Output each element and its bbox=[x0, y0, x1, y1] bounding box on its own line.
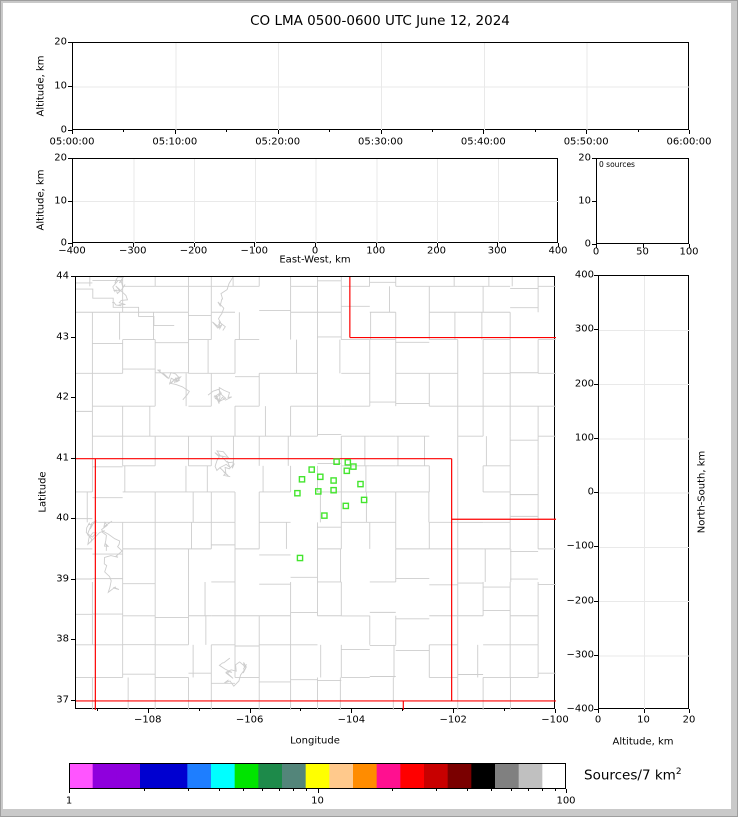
colorbar-label: Sources/7 $km^2$ bbox=[584, 766, 682, 784]
tick-mark bbox=[594, 384, 598, 385]
tick-label: −400 bbox=[566, 703, 594, 715]
gridlines-svg bbox=[73, 159, 559, 244]
plot-title: CO LMA 0500-0600 UTC June 12, 2024 bbox=[250, 13, 510, 29]
tick-mark bbox=[594, 655, 598, 656]
tick-label: 06:00:00 bbox=[666, 136, 712, 148]
tick-mark bbox=[306, 789, 307, 791]
tick-label: 200 bbox=[426, 245, 447, 257]
tick-mark bbox=[594, 438, 598, 439]
tick-label: 10 bbox=[54, 195, 67, 206]
tick-label: −100 bbox=[566, 540, 594, 552]
tick-mark bbox=[528, 789, 529, 791]
tick-mark bbox=[69, 789, 70, 793]
tick-label: 100 bbox=[574, 432, 594, 444]
tick-label: 38 bbox=[56, 633, 69, 645]
tick-mark bbox=[279, 789, 280, 791]
tick-mark bbox=[144, 789, 145, 791]
panel-altitude-vs-eastwest bbox=[72, 158, 558, 243]
tick-mark bbox=[226, 130, 227, 132]
tick-mark bbox=[504, 709, 505, 711]
source-count-annotation: 0 sources bbox=[599, 160, 635, 169]
tick-label: 0 bbox=[587, 486, 594, 498]
altitude-axis-label-middle: Altitude, km bbox=[35, 169, 47, 231]
tick-mark bbox=[592, 158, 596, 159]
tick-mark bbox=[594, 601, 598, 602]
tick-mark bbox=[392, 789, 393, 791]
tick-label: 05:10:00 bbox=[152, 136, 198, 148]
tick-label: 50 bbox=[636, 246, 649, 258]
tick-mark bbox=[436, 789, 437, 791]
tick-label: −100 bbox=[541, 714, 569, 726]
tick-label: 37 bbox=[56, 694, 69, 706]
tick-mark bbox=[278, 130, 279, 134]
tick-label: 300 bbox=[487, 245, 507, 257]
tick-label: 1 bbox=[65, 795, 73, 807]
tick-mark bbox=[594, 329, 598, 330]
tick-mark bbox=[71, 518, 75, 519]
tick-label: 0 bbox=[594, 714, 602, 726]
tick-label: 39 bbox=[56, 573, 69, 585]
tick-label: 43 bbox=[56, 331, 69, 343]
tick-label: 400 bbox=[574, 269, 594, 281]
tick-mark bbox=[483, 130, 484, 134]
lma-station-marker bbox=[295, 491, 300, 496]
tick-label: 100 bbox=[679, 246, 699, 258]
latitude-axis-label: Latitude bbox=[37, 471, 49, 513]
tick-mark bbox=[68, 86, 72, 87]
tick-mark bbox=[71, 700, 75, 701]
tick-mark bbox=[351, 709, 352, 713]
lma-station-marker bbox=[297, 555, 302, 560]
tick-mark bbox=[689, 709, 690, 713]
tick-mark bbox=[689, 130, 690, 134]
tick-label: 10 bbox=[637, 714, 650, 726]
panel-map bbox=[75, 276, 555, 709]
tick-label: 20 bbox=[54, 152, 67, 164]
altitude-axis-label-right: Altitude, km bbox=[612, 736, 674, 748]
tick-label: 41 bbox=[56, 452, 69, 464]
tick-mark bbox=[188, 789, 189, 791]
tick-mark bbox=[71, 579, 75, 580]
tick-label: 05:00:00 bbox=[49, 136, 95, 148]
tick-mark bbox=[586, 130, 587, 134]
tick-mark bbox=[432, 130, 433, 132]
tick-label: 05:40:00 bbox=[460, 136, 506, 148]
lma-station-marker bbox=[331, 478, 336, 483]
tick-mark bbox=[71, 337, 75, 338]
tick-mark bbox=[542, 789, 543, 791]
tick-label: 0 bbox=[60, 237, 67, 249]
tick-mark bbox=[491, 789, 492, 791]
panel-altitude-vs-time bbox=[72, 42, 689, 130]
tick-mark bbox=[555, 789, 556, 791]
tick-label: 05:50:00 bbox=[563, 136, 609, 148]
tick-mark bbox=[71, 458, 75, 459]
tick-label: 10 bbox=[311, 795, 324, 807]
tick-mark bbox=[453, 709, 454, 713]
tick-mark bbox=[638, 130, 639, 132]
tick-label: 10 bbox=[578, 195, 591, 207]
tick-mark bbox=[148, 709, 149, 713]
tick-label: 05:30:00 bbox=[358, 136, 403, 148]
tick-mark bbox=[402, 709, 403, 711]
lma-station-marker bbox=[299, 477, 304, 482]
tick-mark bbox=[250, 709, 251, 713]
northsouth-axis-label: North-South, km bbox=[696, 450, 708, 534]
tick-mark bbox=[68, 42, 72, 43]
tick-mark bbox=[71, 639, 75, 640]
lma-station-marker bbox=[343, 503, 348, 508]
tick-mark bbox=[68, 130, 72, 131]
tick-label: 0 bbox=[311, 245, 319, 257]
tick-mark bbox=[594, 275, 598, 276]
gridlines-svg bbox=[73, 43, 690, 131]
lma-station-marker bbox=[358, 482, 363, 487]
tick-label: 100 bbox=[366, 245, 386, 257]
tick-label: −200 bbox=[179, 245, 208, 257]
tick-label: 42 bbox=[56, 391, 69, 403]
eastwest-axis-label: East-West, km bbox=[279, 254, 351, 266]
tick-label: −106 bbox=[235, 714, 264, 726]
tick-mark bbox=[598, 709, 599, 713]
panel-altitude-histogram bbox=[596, 158, 689, 244]
tick-label: 10 bbox=[54, 80, 67, 92]
tick-label: 05:20:00 bbox=[255, 136, 301, 148]
tick-mark bbox=[72, 130, 73, 134]
tick-mark bbox=[262, 789, 263, 791]
tick-mark bbox=[644, 709, 645, 713]
tick-mark bbox=[555, 709, 556, 713]
tick-label: 20 bbox=[578, 152, 591, 164]
tick-mark bbox=[68, 158, 72, 159]
tick-mark bbox=[123, 130, 124, 132]
panel-northsouth-vs-altitude bbox=[598, 275, 689, 709]
tick-mark bbox=[329, 130, 330, 132]
tick-label: −300 bbox=[566, 649, 594, 661]
tick-label: 100 bbox=[556, 795, 576, 807]
tick-label: 20 bbox=[54, 36, 67, 48]
tick-label: 200 bbox=[574, 378, 594, 389]
tick-mark bbox=[97, 709, 98, 711]
tick-mark bbox=[175, 130, 176, 134]
tick-label: 20 bbox=[682, 714, 696, 726]
tick-mark bbox=[71, 397, 75, 398]
tick-label: −102 bbox=[439, 714, 467, 726]
tick-mark bbox=[68, 243, 72, 244]
tick-mark bbox=[535, 130, 536, 132]
tick-mark bbox=[68, 201, 72, 202]
tick-mark bbox=[594, 492, 598, 493]
tick-mark bbox=[511, 789, 512, 791]
tick-mark bbox=[219, 789, 220, 791]
tick-mark bbox=[592, 201, 596, 202]
lma-station-marker bbox=[309, 467, 314, 472]
tick-label: 0 bbox=[584, 238, 591, 250]
tick-label: 40 bbox=[56, 512, 69, 524]
tick-label: −108 bbox=[134, 714, 162, 726]
lma-station-marker bbox=[344, 468, 349, 473]
tick-label: 0 bbox=[60, 124, 67, 136]
lma-station-marker bbox=[318, 474, 323, 479]
tick-label: −100 bbox=[240, 245, 268, 257]
tick-mark bbox=[592, 244, 596, 245]
tick-label: 300 bbox=[574, 323, 594, 335]
tick-label: −200 bbox=[566, 595, 594, 606]
tick-mark bbox=[318, 789, 319, 793]
tick-mark bbox=[293, 789, 294, 791]
tick-label: 400 bbox=[548, 245, 568, 257]
longitude-axis-label: Longitude bbox=[290, 735, 340, 747]
colorbar-svg bbox=[69, 763, 566, 789]
tick-label: −400 bbox=[58, 245, 86, 257]
colorbar bbox=[69, 763, 566, 789]
tick-mark bbox=[199, 709, 200, 711]
tick-mark bbox=[381, 130, 382, 134]
tick-label: 0 bbox=[592, 246, 600, 258]
lma-station-marker bbox=[345, 460, 350, 465]
tick-label: −300 bbox=[119, 245, 147, 257]
gridlines-svg bbox=[599, 276, 690, 710]
altitude-axis-label-top: Altitude, km bbox=[35, 55, 47, 117]
tick-label: 44 bbox=[56, 270, 69, 282]
tick-mark bbox=[243, 789, 244, 791]
tick-mark bbox=[566, 789, 567, 793]
tick-label: −104 bbox=[337, 714, 366, 726]
lma-station-marker bbox=[351, 464, 356, 469]
map-svg bbox=[76, 277, 556, 710]
tick-mark bbox=[594, 546, 598, 547]
tick-mark bbox=[71, 276, 75, 277]
lma-station-marker bbox=[362, 497, 367, 502]
tick-mark bbox=[467, 789, 468, 791]
tick-mark bbox=[300, 709, 301, 711]
lma-station-marker bbox=[322, 513, 327, 518]
